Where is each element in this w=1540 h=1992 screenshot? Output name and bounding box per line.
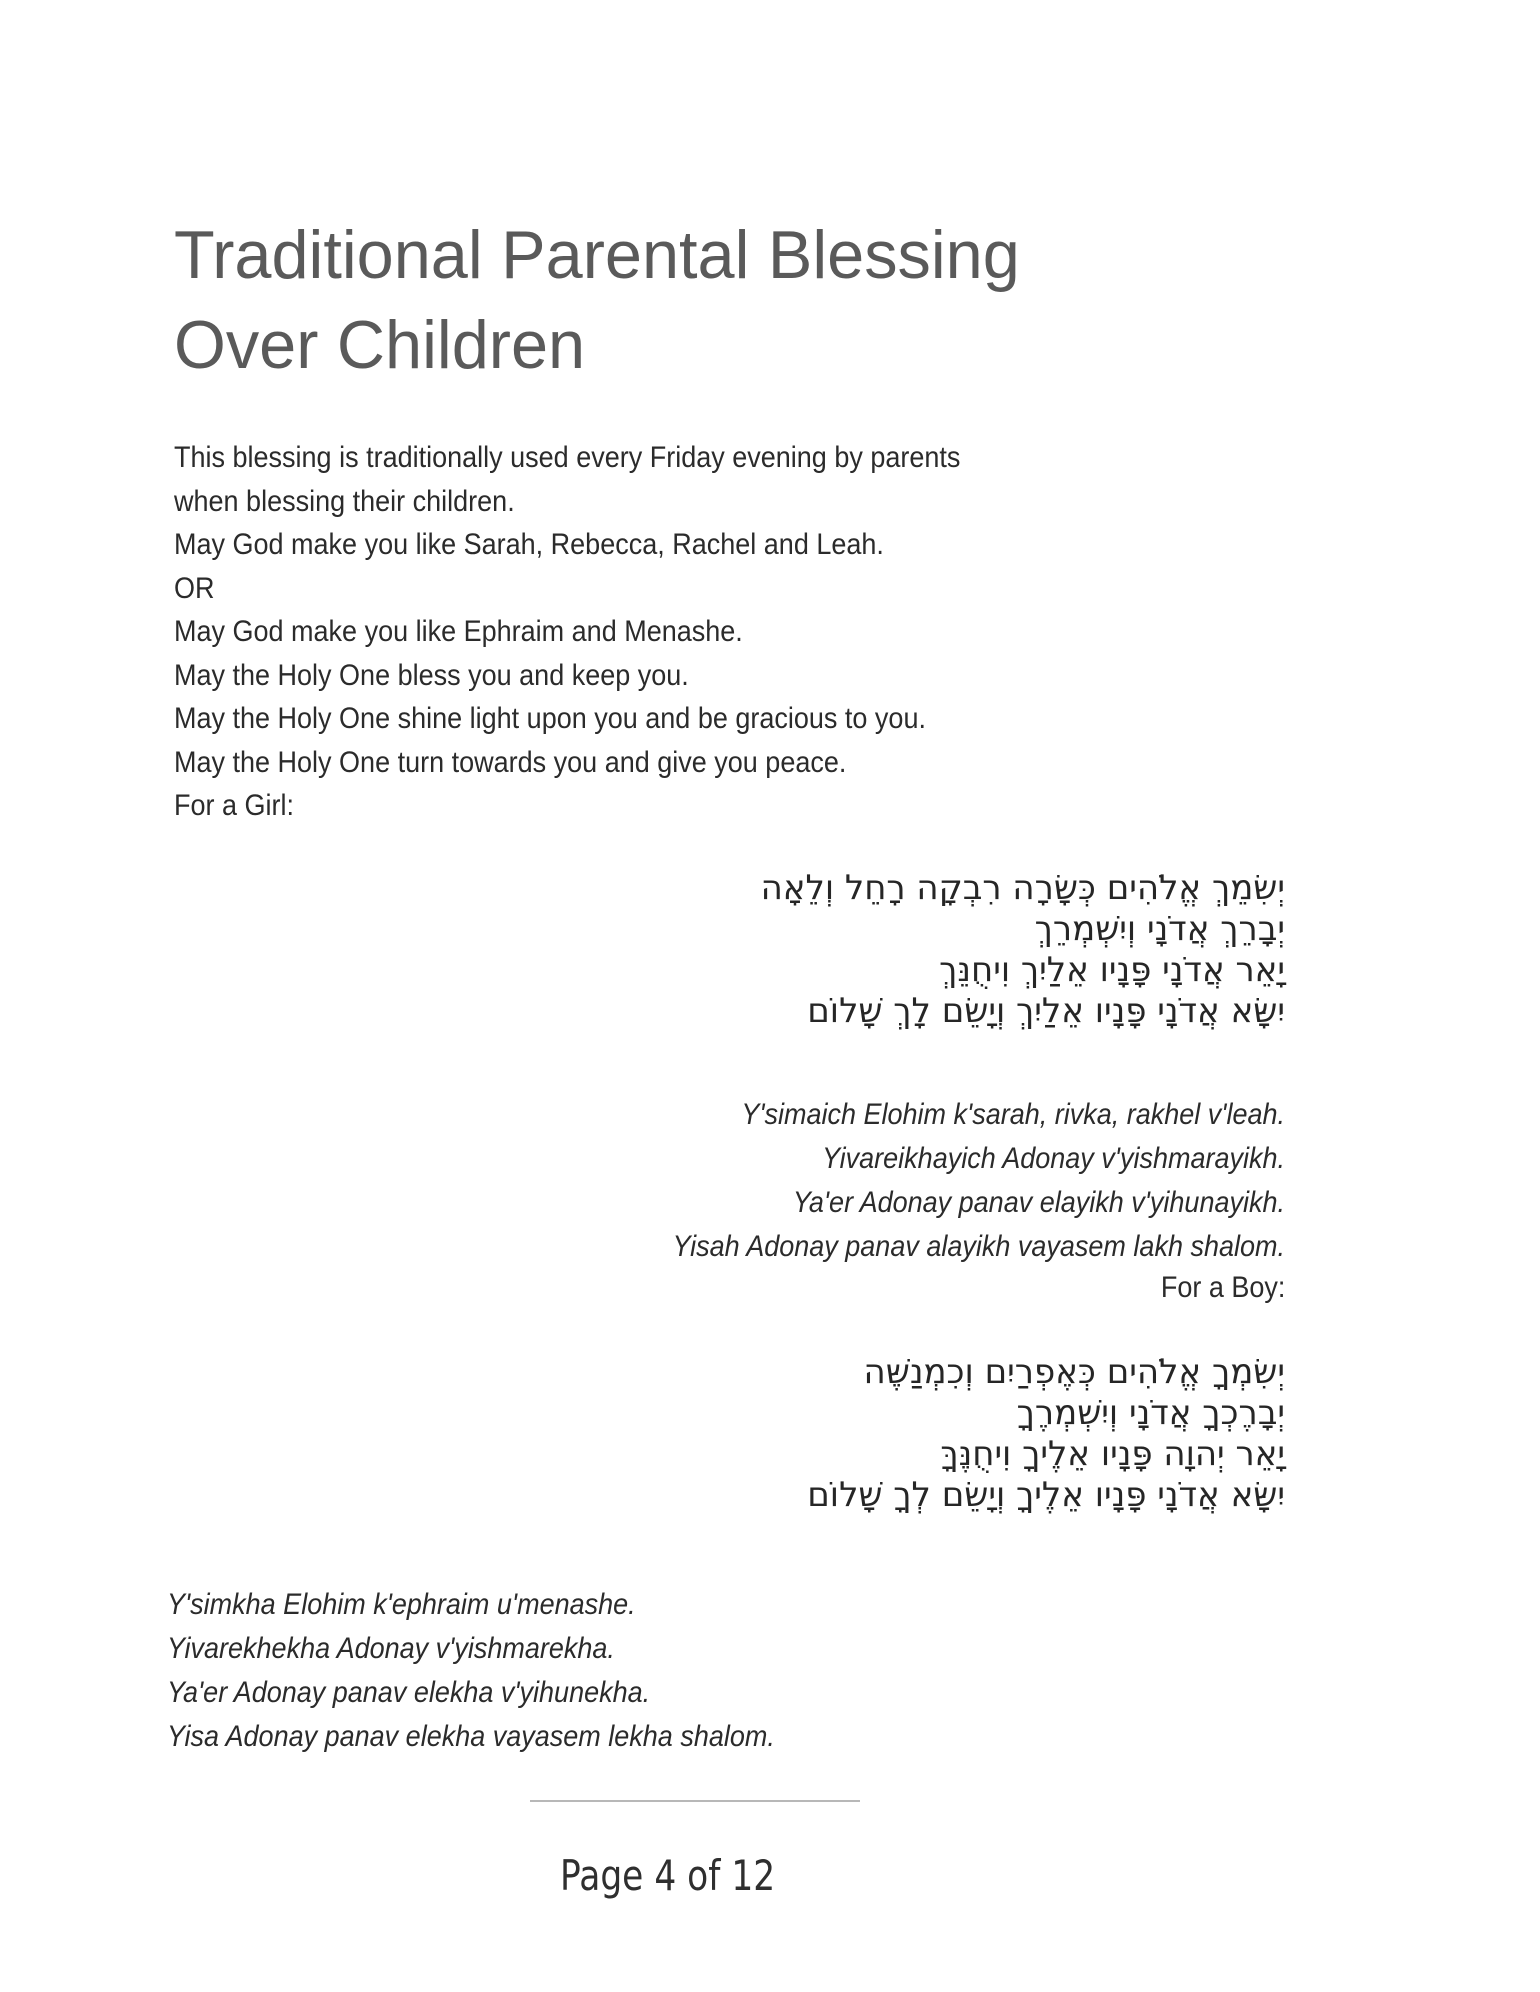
- hebrew-line: יְשִׂמֵךְ אֱלֹהִים כְּשָׂרָה רִבְקָה רָחֵל וְלֵאָה: [760, 868, 1285, 908]
- transliteration-line: Yisah Adonay panav alayikh vayasem lakh shalom.: [672, 1230, 1285, 1263]
- intro-line: May the Holy One turn towards you and give you peace.: [174, 745, 847, 779]
- page-number: Page 4 of 12: [560, 1851, 776, 1900]
- intro-line: OR: [174, 571, 215, 605]
- hebrew-line: יְבָרֶכְךָ אֲדֹנָי וְיִשְׁמְרֶךָ: [1016, 1393, 1285, 1433]
- girl-transliteration: [385, 1093, 1285, 1269]
- intro-line: when blessing their children.: [174, 484, 515, 518]
- intro-line: May the Holy One bless you and keep you.: [174, 658, 689, 692]
- transliteration-line: Y'simkha Elohim k'ephraim u'menashe.: [167, 1588, 636, 1621]
- intro-line: May the Holy One shine light upon you and be gracious to you.: [174, 702, 926, 735]
- title-line-2: Over Children: [174, 307, 586, 383]
- hebrew-line: יָאֵר אֲדֹנָי פָּנָיו אֵלַיִךְ וִיחֻנֵּךְ: [939, 950, 1285, 990]
- intro-paragraph: [174, 436, 1209, 828]
- title-line-1: Traditional Parental Blessing: [174, 217, 1020, 293]
- boy-transliteration: [167, 1583, 1067, 1759]
- girl-section-label: For a Girl:: [174, 789, 295, 822]
- girl-hebrew-blessing: [485, 868, 1285, 1032]
- footer-divider: [530, 1800, 860, 1802]
- hebrew-line: יִשָּׂא אֲדֹנָי פָּנָיו אֵלֶיךָ וְיָשֵׂם לְךָ שָׁלוֹם: [807, 1475, 1285, 1515]
- transliteration-line: Yivarekhekha Adonay v'yishmarekha.: [167, 1632, 615, 1665]
- hebrew-line: יְבָרֵךְ אֲדֹנָי וְיִשְׁמְרֵךְ: [1034, 909, 1285, 949]
- transliteration-line: Yivareikhayich Adonay v'yishmarayikh.: [822, 1142, 1285, 1175]
- intro-line: This blessing is traditionally used every Friday evening by parents: [174, 441, 961, 474]
- hebrew-line: יְשִׂמְךָ אֱלֹהִים כְּאֶפְרַיִם וְכִמְנַשֶּׁה: [863, 1352, 1285, 1392]
- transliteration-line: Y'simaich Elohim k'sarah, rivka, rakhel v'leah.: [741, 1098, 1285, 1131]
- transliteration-line: Ya'er Adonay panav elekha v'yihunekha.: [167, 1676, 651, 1709]
- transliteration-line: Yisa Adonay panav elekha vayasem lekha shalom.: [167, 1720, 775, 1753]
- page-title: [174, 210, 1020, 390]
- boy-hebrew-blessing: [485, 1352, 1285, 1516]
- boy-section-label: For a Boy:: [1160, 1271, 1285, 1304]
- hebrew-line: יָאֵר יְהוָה פָּנָיו אֵלֶיךָ וִיחֻנֶּךָּ: [940, 1434, 1285, 1474]
- transliteration-line: Ya'er Adonay panav elayikh v'yihunayikh.: [792, 1186, 1285, 1219]
- hebrew-line: יִשָּׂא אֲדֹנָי פָּנָיו אֵלַיִךְ וְיָשֵׂם לָךְ שָׁלוֹם: [807, 991, 1285, 1031]
- intro-line: May God make you like Ephraim and Menashe.: [174, 615, 743, 648]
- intro-line: May God make you like Sarah, Rebecca, Rachel and Leah.: [174, 528, 884, 561]
